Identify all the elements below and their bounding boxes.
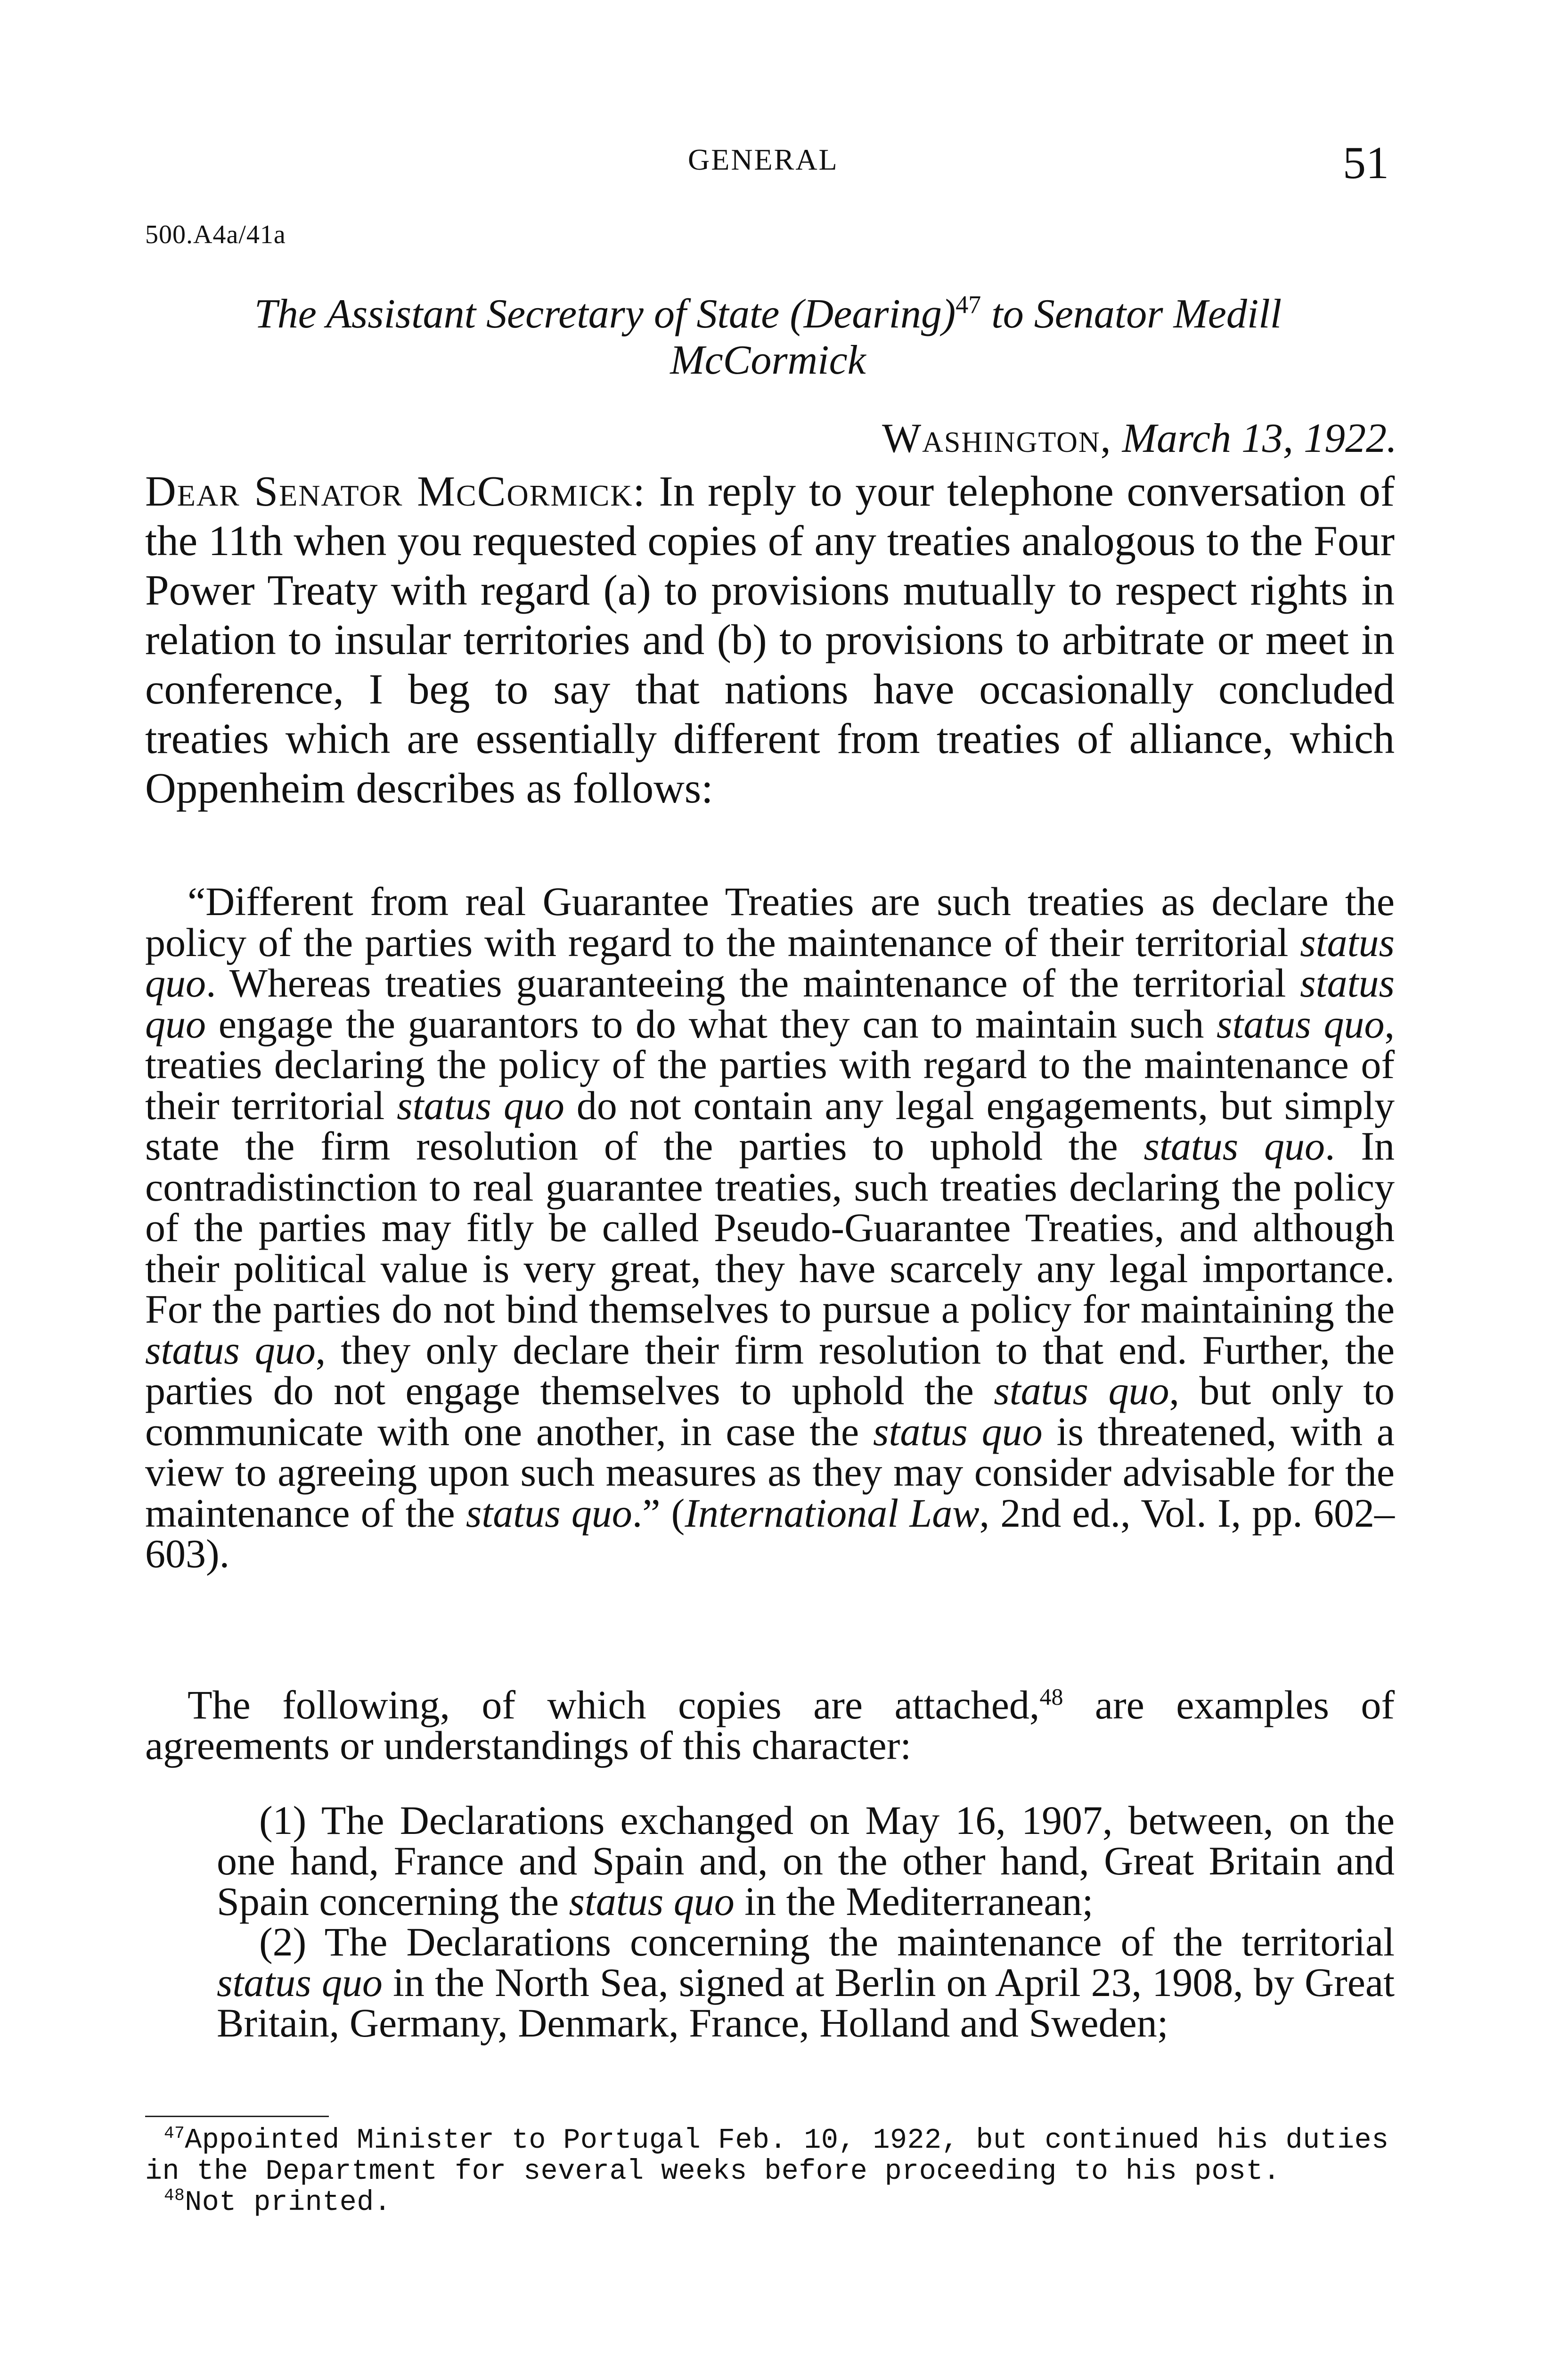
- dateline-place: Washington,: [882, 416, 1112, 461]
- footnote-mark-47: 47: [956, 290, 981, 319]
- document-reference: 500.A4a/41a: [145, 220, 286, 249]
- page-number: 51: [1343, 138, 1389, 188]
- paragraph-1-text: In reply to your telephone conversation of the 11th when you requested copies of any treaties analogous to the Four Power Treaty with regard (a) to provisions mutually to respect rights in relation to insular territories and (b) to provisions to arbitrate or meet in conference, I beg to say that nations have occasionally concluded treaties which are essentially different from treaties of alliance, which Oppenheim describes as follows:: [145, 467, 1395, 812]
- heading-line1-b: to Senator Medill: [981, 291, 1282, 337]
- dateline: [141, 415, 1397, 462]
- quote-text: , but only to communicate with one another, in case the: [145, 1368, 1395, 1454]
- paragraph-2-text-a: The following, of which copies are attached,: [188, 1682, 1040, 1727]
- list-item-1-italic: status quo: [569, 1879, 735, 1924]
- quote-italic: status quo: [1217, 1001, 1385, 1047]
- quote-italic: status quo: [145, 1327, 316, 1373]
- footnote-48: [145, 2187, 1395, 2218]
- list-item-2-text-b: in the North Sea, signed at Berlin on April 23, 1908, by Great Britain, Germany, Denmark, France, Holland and Sweden;: [217, 1960, 1395, 2045]
- quote-text: , treaties declaring the policy of the parties with regard to the maintenance of their territorial: [145, 1001, 1395, 1128]
- examples-list: [217, 1800, 1395, 2043]
- document-heading: [141, 291, 1395, 384]
- list-item-2-text-a: (2) The Declarations concerning the maintenance of the territorial: [259, 1919, 1395, 1964]
- paragraph-2-text-b: are examples of agreements or understandings of this character:: [145, 1682, 1395, 1768]
- dateline-date: March 13, 1922.: [1122, 416, 1397, 461]
- list-item-2: [217, 1919, 1395, 2045]
- quote-text: .” (: [632, 1490, 685, 1536]
- footnote-48-mark: 48: [164, 2186, 185, 2205]
- list-item-2-italic: status quo: [217, 1960, 383, 2005]
- list-item-1: [217, 1800, 1395, 1922]
- quote-text: , 2nd ed., Vol. I, pp. 602–603).: [145, 1490, 1395, 1576]
- footnote-47-mark: 47: [164, 2124, 185, 2143]
- quote-text: “Different from real Guarantee Treaties are such treaties as declare the policy of the parties with regard to the maintenance of their territorial: [145, 879, 1395, 965]
- quote-italic: International Law: [685, 1490, 980, 1536]
- quote-italic: status quo: [145, 919, 1395, 1006]
- quote-text: engage the guarantors to do what they can to maintain such: [206, 1001, 1217, 1047]
- letter-paragraph-1: [145, 466, 1395, 813]
- footnote-48-text: Not printed.: [185, 2187, 392, 2219]
- block-quote: [145, 881, 1395, 1574]
- footnote-47-text: Appointed Minister to Portugal Feb. 10, 1922, but continued his duties in the Department for several weeks before proceeding to his post.: [145, 2125, 1389, 2188]
- heading-line2: McCormick: [670, 337, 866, 383]
- quote-text: . In contradistinction to real guarantee treaties, such treaties declaring the policy of the parties may fitly be called Pseudo-Guarantee Treaties, and although their political value is very great, they have scarcely any legal importance. For the parties do not bind themselves to pursue a policy for maintaining the: [145, 1123, 1395, 1332]
- footnotes: [145, 2125, 1395, 2218]
- quote-italic: status quo: [994, 1368, 1169, 1413]
- footnote-47: [145, 2125, 1395, 2187]
- quote-text: do not contain any legal engagements, but simply state the firm resolution of the parties to uphold the: [145, 1082, 1395, 1169]
- footnote-divider: [145, 2116, 329, 2117]
- heading-line1-a: The Assistant Secretary of State (Dearing): [254, 291, 956, 337]
- quote-text: . Whereas treaties guaranteeing the maintenance of the territorial: [206, 960, 1300, 1006]
- list-item-1-text-a: (1) The Declarations exchanged on May 16, 1907, between, on the one hand, France and Spain and, on the other hand, Great Britain and Spain concerning the: [217, 1798, 1395, 1924]
- quote-text: is threatened, with a view to agreeing upon such measures as they may consider advisable for the maintenance of the: [145, 1408, 1395, 1536]
- footnote-mark-48: 48: [1039, 1683, 1063, 1710]
- quote-italic: status quo: [145, 960, 1395, 1047]
- quote-italic: status quo: [397, 1082, 564, 1128]
- running-head: GENERAL: [688, 143, 839, 176]
- quote-italic: status quo: [466, 1490, 632, 1536]
- quote-italic: status quo: [1143, 1123, 1325, 1169]
- letter-paragraph-2: [145, 1682, 1395, 1768]
- quote-italic: status quo: [873, 1408, 1043, 1454]
- list-item-1-text-b: in the Mediterranean;: [734, 1879, 1094, 1924]
- salutation: Dear Senator McCormick:: [145, 467, 646, 515]
- quote-text: , they only declare their firm resolution to that end. Further, the parties do not engage themselves to uphold the: [145, 1327, 1395, 1413]
